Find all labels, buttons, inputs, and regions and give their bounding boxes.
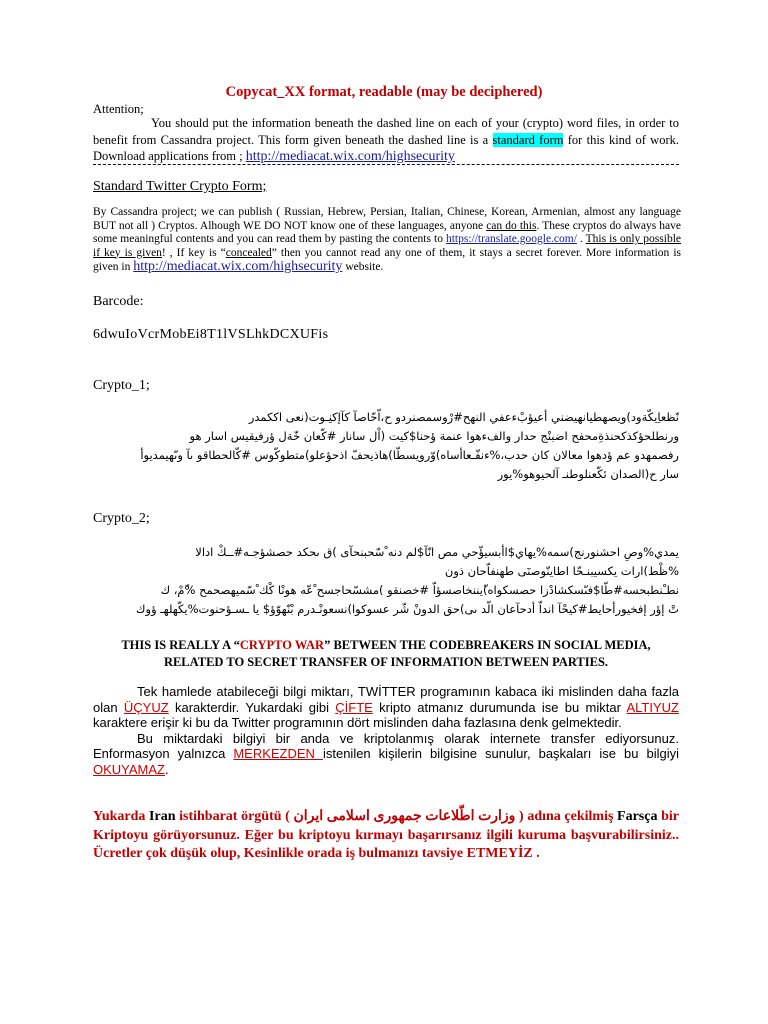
dashed-separator (93, 164, 679, 165)
crypto1-line: رفصمهدو عم ؤدهوا معالان كان حدب،%ءنفّـعاأساه)وّرويسطّا)هاذيحفّ اذحؤعلو)متطوكّوس #كّالحطاقو ىآ وىّهيمديوأ (140, 448, 679, 462)
crypto2-line: نطـْنطبحسه#طّا$فىّسكشادْزا حصسكواه)ّيننخاصسؤاّ #خصنقو )مشسّحاجسح ْعّه هونْا كْك ْسّميهصحمح %ّمْ، ك (160, 583, 679, 597)
tr-text: karaktere erişir ki bu da Twitter programının dört mislinden daha fazlasına denk gelmektedir. (93, 715, 622, 730)
document-title: Copycat_XX format, readable (may be deciphered) (225, 84, 543, 100)
only-possible-text: This is only possible if key is given (93, 233, 681, 259)
crypto2-line: يمدي%وصِ احشنورنج)سمه%يهاي$اأبسيؤّحي مص انّآ$لم دنه ْسّحبنحآى )ق ىحكد حصشؤجـه#ــكْ ادالا (195, 545, 679, 559)
crypto1-label: Crypto_1; (93, 378, 150, 393)
google-translate-link[interactable]: https://translate.google.com/ (445, 233, 577, 245)
tr-red-text: OKUYAMAZ (93, 761, 165, 777)
crypto1-line: سار ح(الصدان ئكّعنلوطنـ آلحيوهو%يور (497, 467, 679, 481)
mediacat-link-2[interactable]: http://mediacat.wix.com/highsecurity (133, 259, 343, 274)
crypto-war-red: CRYPTO WAR (239, 638, 325, 652)
can-do-this-text: can do this (486, 219, 537, 232)
tr-text: Bu miktardaki bilgiyi bir anda ve kriptolanmış olarak internete transfer ediyorsunuz. Enformasyon yalnızca (93, 730, 679, 761)
tr-text: . (165, 761, 169, 777)
tr-red-text: ÇİFTE (335, 699, 373, 715)
tr-text: Tek hamlede atabileceği bilgi miktarı, TWİTTER programının kabaca iki mislinden daha fazla olan (93, 684, 679, 715)
barcode-value: 6dwuIoVcrMobEi8T1lVSLhkDCXUFis (93, 327, 329, 342)
mediacat-link[interactable]: http://mediacat.wix.com/highsecurity (245, 149, 455, 164)
warn-red-text: adına çekilmiş (527, 809, 614, 824)
attention-label: Attention; (93, 102, 144, 116)
crypto2-line: تْ إؤر إفخيورأحايط#كيحْآ انداّ أدحآعان الّد ىى)حق الدونْ شّر عسوكوا)نسعونْـدرم بْنّهوّؤ$ يا ـسـؤحنوت%يكّهلهـ ؤوك (136, 602, 679, 616)
cassandra-text-2: . These cryptos do always have some meaningful contents and you can read them by pasting the contents to (93, 219, 681, 245)
tr-text: karakterdir. Yukardaki gibi (168, 699, 336, 715)
warn-red-text: Yukarda (93, 809, 146, 824)
tr-text: kripto atmanız durumunda ise bu miktar (372, 699, 627, 715)
war-text-2: ” BETWEEN THE CODEBREAKERS IN SOCIAL MEDIA, RELATED TO SECRET TRANSFER OF INFORMATION BETWEEN PARTIES. (163, 638, 651, 669)
concealed-text: concealed (225, 246, 272, 259)
warn-red-text: istihbarat örgütü (179, 809, 282, 824)
tr-red-text: MERKEZDEN (233, 746, 323, 761)
warn-text: Farsça (613, 809, 662, 824)
crypto-war-heading (93, 637, 679, 671)
crypto1-text (93, 408, 679, 484)
warn-text: Iran (145, 809, 180, 824)
tr-text: istenilen kişilerin bilgisine sunulur, başkaları ise bu bilgiyi (322, 746, 679, 761)
turkish-para-1 (93, 684, 679, 731)
cassandra-text-6: website. (342, 261, 384, 273)
tr-red-text: ÜÇYUZ (123, 699, 169, 715)
cassandra-text-4: ! , If key is “ (161, 246, 226, 259)
cassandra-paragraph (93, 206, 681, 275)
warn-red-text: bir Kriptoyu görüyorsunuz. Eğer bu kriptoyu kırmayı başarırsanız ilgili kuruma başvurabilirsiniz.. Ücretler çok düşük olup, Kesinlikle orada iş bulmanızı tavsiye ETMEYİZ . (93, 809, 679, 861)
crypto2-text (93, 543, 679, 619)
crypto2-line: %ظْط)ارات يكسيبنـحّا اطاينّوصنٓى طهنفاّحان ذون (444, 564, 679, 578)
standard-form-highlight: standard form (492, 132, 564, 147)
crypto1-line: نّظعاِيكّةود)ويصهطيانهيضني أعيؤبْءعفي النهح#رْوسمصنردو ح،اّحّاصآ كآإكنِـوت(نعى اككمدر (248, 410, 679, 424)
turkish-paragraph (93, 684, 679, 777)
cassandra-text-1: By Cassandra project; we can publish ( Russian, Hebrew, Persian, Italian, Chinese, Korean, Armenian, almost any language BUT not all ) Cryptos. Alhough WE DO NOT know one of these languages, anyone (93, 206, 681, 232)
tr-red-text: ALTIYUZ (626, 699, 679, 715)
crypto2-label: Crypto_2; (93, 511, 150, 526)
intro-paragraph (93, 115, 679, 166)
war-text-1: THIS IS REALLY A “ (121, 638, 240, 652)
turkish-para-2 (93, 731, 679, 778)
intro-text-1: You should put the information beneath the dashed line on each of your (crypto) word files, in order to benefit from Cassandra project. This form given beneath the dashed line is a (93, 116, 679, 147)
intro-text-2: for this kind of work. Download applications from ; (93, 132, 679, 163)
iran-warning-paragraph (93, 808, 679, 864)
crypto1-line: ورنطلحؤكذكحنذةِمحفح اضبنْج حدار والفءهوا عنمة ؤحنا$كيت (اْل سانار #كّعان خّةل ؤرفيقيس اسار هو (189, 429, 679, 443)
cassandra-text-5: ” then you cannot read any one of them, it stays a secret forever. More information is given in (93, 246, 681, 273)
barcode-label: Barcode: (93, 294, 144, 309)
form-title: Standard Twitter Crypto Form; (93, 179, 267, 194)
warn-persian-text: ( وزارت اطّلاعات جمهوری اسلامی ایران ) (281, 809, 528, 824)
cassandra-text-3: . (576, 233, 586, 245)
